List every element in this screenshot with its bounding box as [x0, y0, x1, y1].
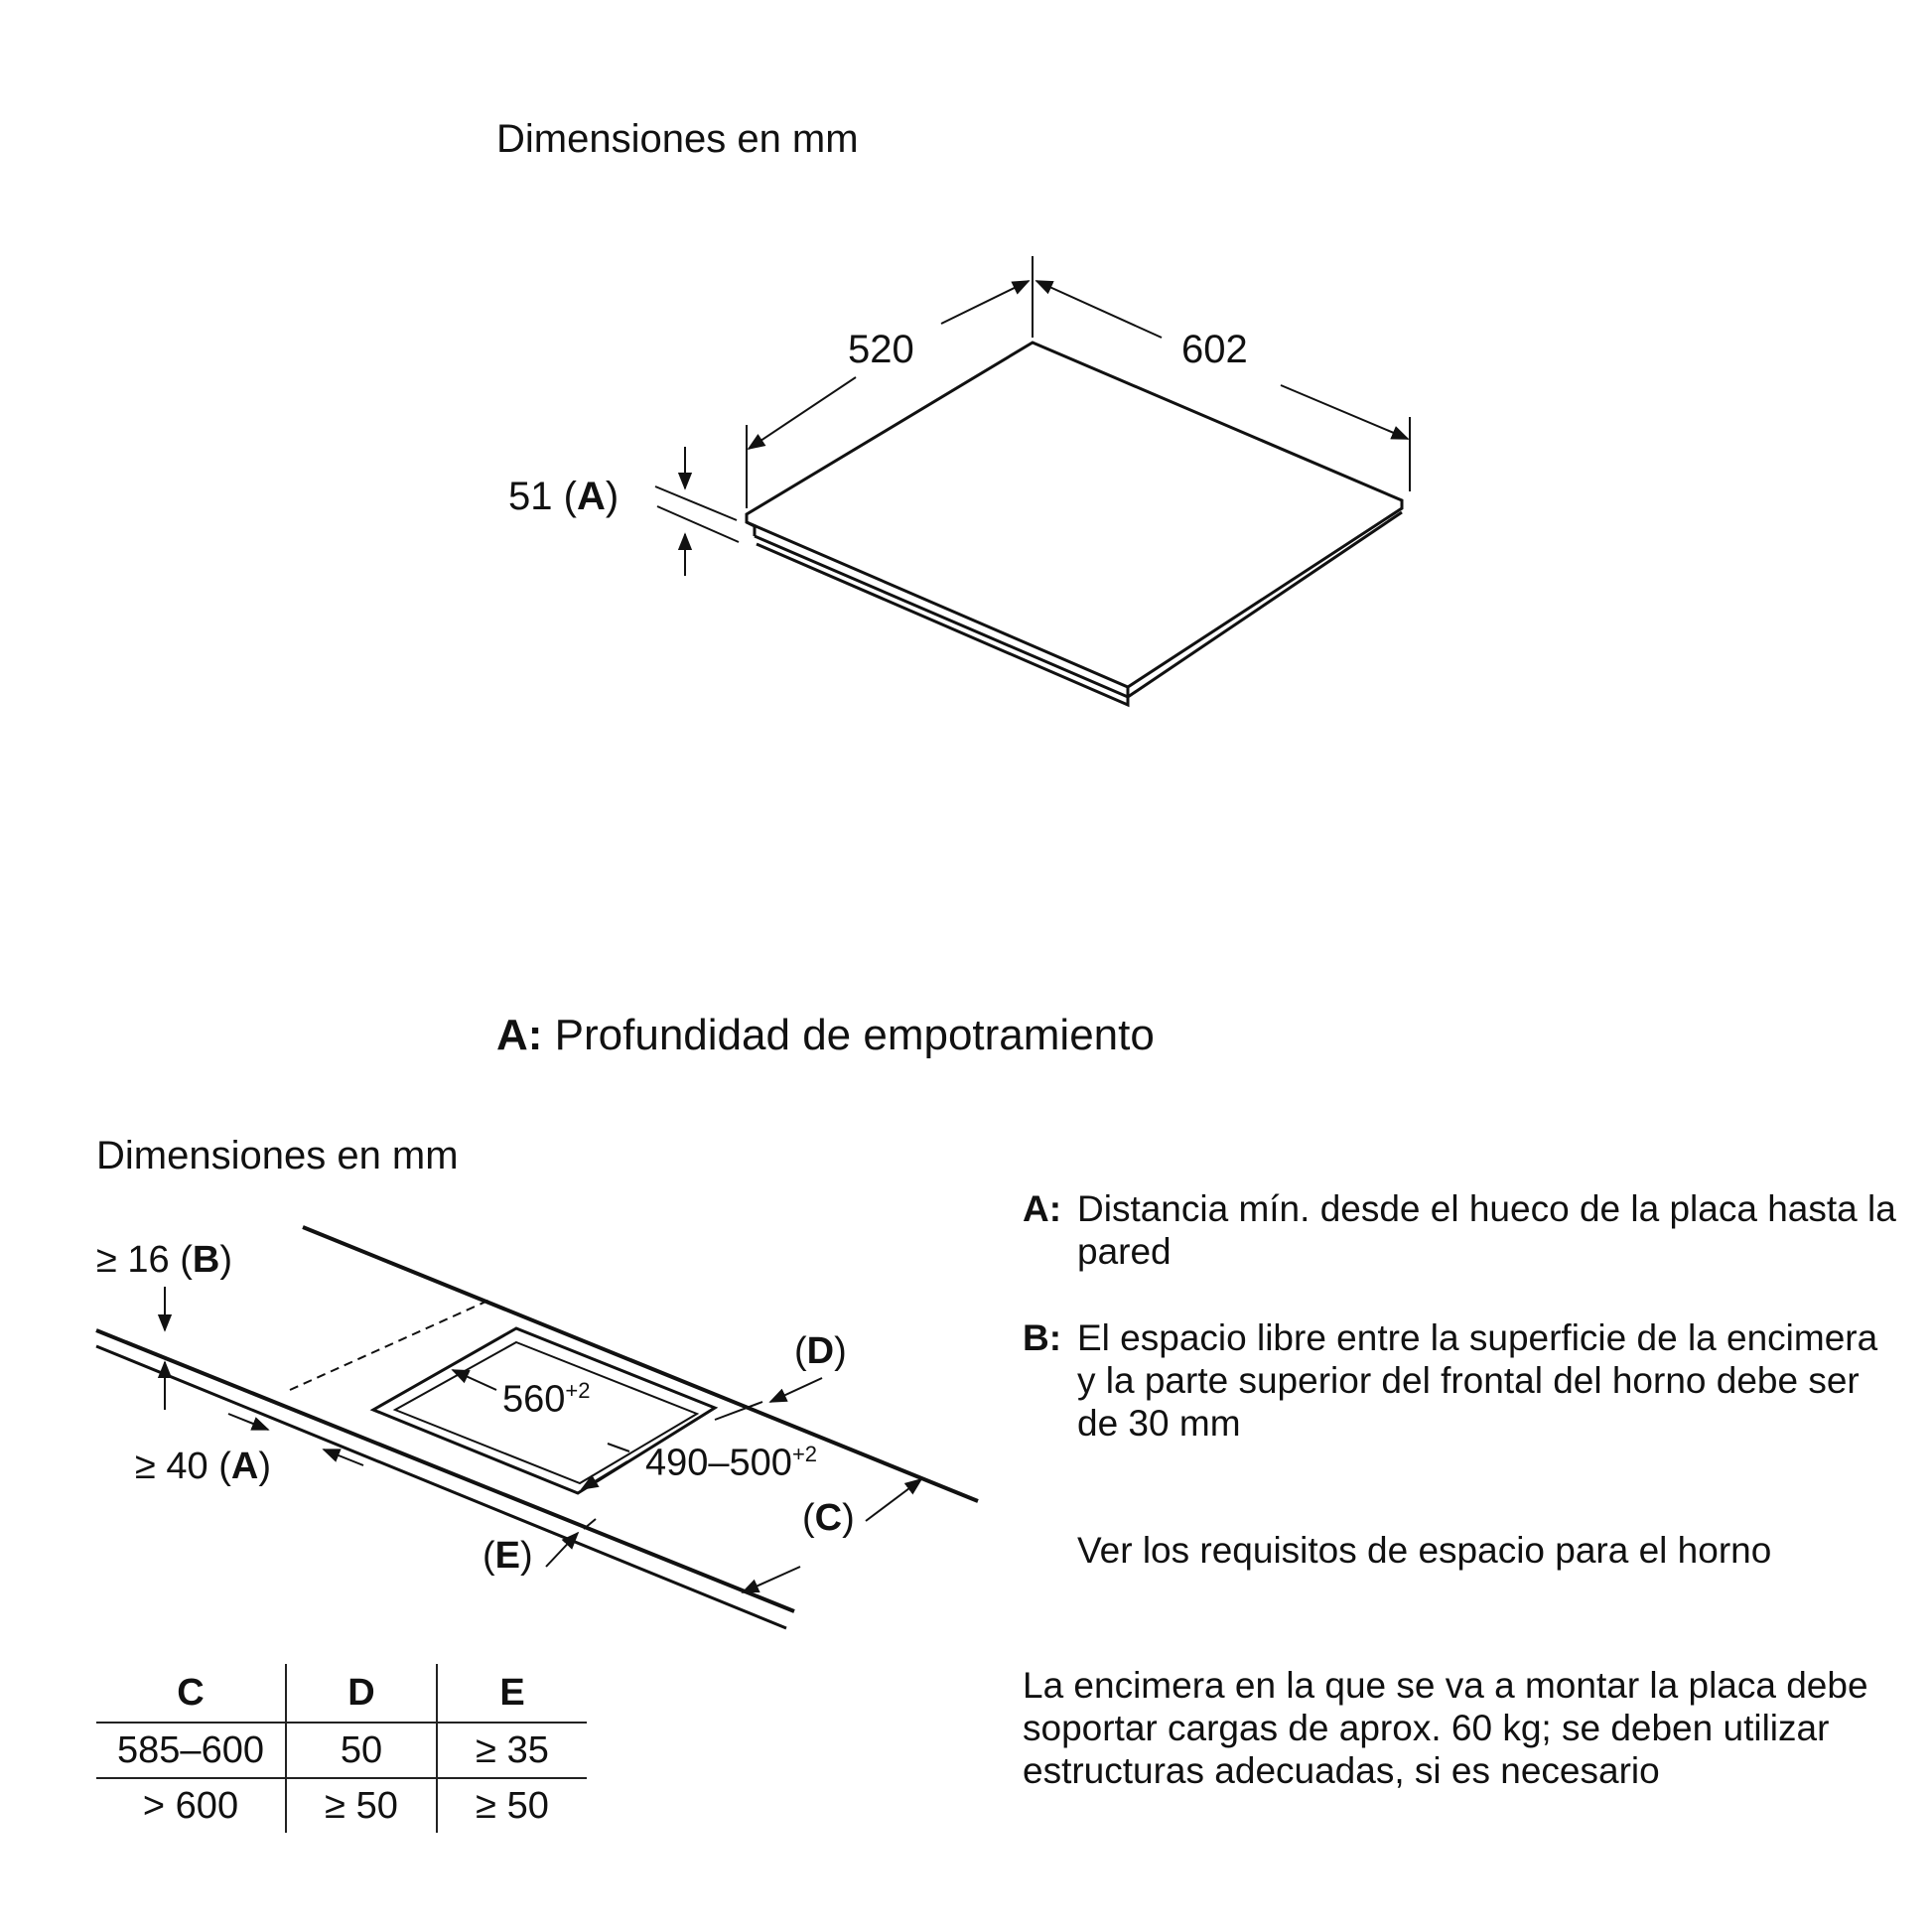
note-a-text: Distancia mín. desde el hueco de la placa hasta la pared	[1077, 1188, 1896, 1272]
height-key: A	[576, 475, 606, 518]
note-b-key: B:	[1023, 1317, 1062, 1358]
cutout-depth-label	[645, 1442, 817, 1485]
table-header-row	[96, 1664, 587, 1723]
label-e-key: E	[494, 1535, 521, 1577]
label-a-close: )	[258, 1446, 272, 1487]
bottom-title: Dimensiones en mm	[96, 1134, 459, 1177]
note-a	[1023, 1187, 1896, 1273]
paren-close: )	[520, 1535, 533, 1577]
note-load	[1023, 1664, 1896, 1792]
paren-open: (	[483, 1535, 495, 1577]
caption-key: A:	[496, 1011, 543, 1059]
label-a-value: ≥ 40 (	[135, 1446, 231, 1487]
worktop-drawing	[96, 1227, 978, 1628]
dimension-height-label	[508, 475, 619, 519]
label-d-key: D	[806, 1330, 835, 1372]
table-cell: ≥ 50	[476, 1784, 549, 1827]
dimension-depth-label: 520	[848, 328, 914, 371]
table-cell: ≥ 35	[437, 1723, 587, 1778]
height-close: )	[605, 475, 620, 518]
label-b-key: B	[192, 1239, 220, 1281]
label-b-value: ≥ 16 (	[96, 1239, 193, 1281]
paren-close: )	[842, 1497, 855, 1539]
wall-dashed-line	[290, 1299, 492, 1390]
paren-open: (	[802, 1497, 815, 1539]
label-a-key: A	[230, 1446, 259, 1487]
label-e	[483, 1535, 533, 1578]
table-header-c: C	[96, 1664, 286, 1723]
dimension-width-label: 602	[1181, 328, 1248, 371]
note-load-text: La encimera en la que se va a montar la placa debe soportar cargas de aprox. 60 kg; se deben utilizar estructuras adecuadas, si es necesario	[1023, 1665, 1868, 1791]
cutout-width-label	[502, 1378, 591, 1422]
cutout-depth-value: 490–500	[645, 1442, 792, 1484]
height-value: 51 (	[508, 475, 577, 518]
cutout-width-tolerance: +2	[565, 1378, 591, 1403]
table-header-d: D	[286, 1664, 437, 1723]
top-title: Dimensiones en mm	[496, 117, 859, 161]
table-cell: 50	[286, 1723, 437, 1778]
table-cell: > 600	[96, 1778, 286, 1833]
label-c-key: C	[814, 1497, 843, 1539]
note-oven	[1077, 1529, 1812, 1572]
cutout-depth-tolerance: +2	[791, 1442, 818, 1466]
label-b-close: )	[219, 1239, 233, 1281]
table-cell: ≥ 50	[286, 1778, 437, 1833]
note-b-text: El espacio libre entre la superficie de la encimera y la parte superior del frontal del horno debe ser de 30 mm	[1077, 1317, 1878, 1444]
cooktop-drawing	[747, 343, 1402, 705]
note-a-key: A:	[1023, 1188, 1062, 1229]
note-b	[1023, 1316, 1896, 1445]
clearance-table	[96, 1664, 587, 1833]
top-caption	[496, 1011, 1155, 1060]
paren-open: (	[794, 1330, 807, 1372]
worktop-back-edge	[303, 1227, 978, 1501]
caption-text: Profundidad de empotramiento	[554, 1011, 1155, 1059]
label-c	[802, 1497, 855, 1540]
label-d	[794, 1330, 847, 1373]
cutout-width-value: 560	[502, 1378, 566, 1421]
label-b	[96, 1239, 232, 1282]
table-row	[96, 1723, 587, 1778]
label-a	[135, 1446, 271, 1488]
note-oven-text: Ver los requisitos de espacio para el horno	[1077, 1530, 1772, 1571]
paren-close: )	[834, 1330, 847, 1372]
table-row	[96, 1778, 587, 1833]
table-header-e: E	[437, 1664, 587, 1723]
table-cell: 585–600	[96, 1723, 286, 1778]
